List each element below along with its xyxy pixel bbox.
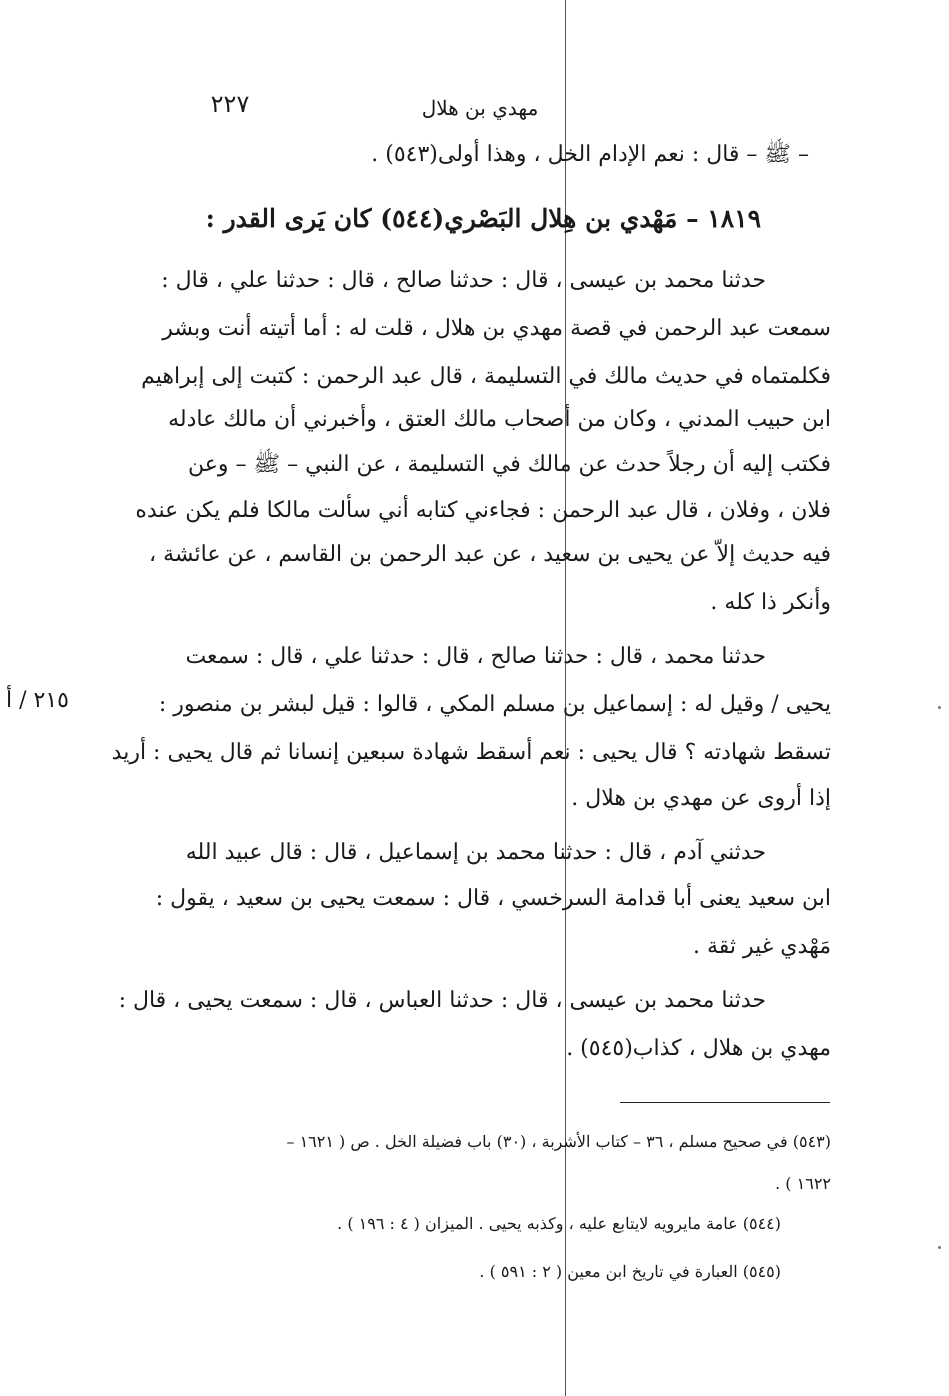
footnote-545: (٥٤٥) العبارة في تاريخ ابن معين ( ٢ : ٥٩١ ) .	[479, 1262, 781, 1281]
entry-heading: ١٨١٩ – مَهْدي بن هِلال البَصْري(٥٤٤) كان يَرى القدر :	[205, 204, 761, 233]
paragraph-1-line-4: ابن حبيب المدني ، وكان من أصحاب مالك العتق ، وأخبرني أن مالك عادله	[168, 407, 831, 432]
opening-line: – ﷺ – قال : نعم الإدام الخل ، وهذا أولى(٥٤٣) .	[371, 142, 809, 167]
paragraph-1-line-1: حدثنا محمد بن عيسى ، قال : حدثنا صالح ، قال : حدثنا علي ، قال :	[161, 268, 766, 293]
paragraph-1-line-6: فلان ، وفلان ، قال عبد الرحمن : فجاءني كتابه أني سألت مالكا فلم يكن عنده	[135, 498, 831, 523]
paragraph-2-line-1: حدثنا محمد ، قال : حدثنا صالح ، قال : حدثنا علي ، قال : سمعت	[185, 644, 766, 669]
paragraph-2-line-2: يحيى / وقيل له : إسماعيل بن مسلم المكي ، قالوا : قيل لبشر بن منصور :	[158, 692, 831, 717]
paragraph-1-line-3: فكلمتماه في حديث مالك في التسليمة ، قال عبد الرحمن : كتبت إلى إبراهيم	[141, 364, 831, 389]
paragraph-1-line-5: فكتب إليه أن رجلاً حدث عن مالك في التسليمة ، عن النبي – ﷺ – وعن	[188, 452, 831, 477]
paragraph-3-line-3: مَهْدي غير ثقة .	[693, 934, 831, 959]
paragraph-4-line-2: مهدي بن هلال ، كذاب(٥٤٥) .	[566, 1036, 831, 1061]
running-title: مهدي بن هلال	[421, 96, 539, 120]
paragraph-2-line-4: إذا أروى عن مهدي بن هلال .	[571, 786, 831, 811]
paragraph-1-line-8: وأنكر ذا كله .	[710, 590, 831, 615]
manuscript-folio-reference: ٢١٥ / أ	[6, 688, 69, 713]
paragraph-1-line-2: سمعت عبد الرحمن في قصة مهدي بن هلال ، قلت له : أما أتيته أنت وبشر	[162, 316, 831, 341]
scan-speck	[938, 1246, 941, 1249]
paragraph-2-line-3: تسقط شهادته ؟ قال يحيى : نعم أسقط شهادة سبعين إنسانا ثم قال يحيى : أريد	[111, 740, 831, 765]
scan-speck	[938, 706, 941, 709]
paragraph-3-line-1: حدثني آدم ، قال : حدثنا محمد بن إسماعيل ، قال : قال عبيد الله	[185, 840, 766, 865]
footnote-separator	[620, 1102, 830, 1103]
page-number: ٢٢٧	[210, 90, 250, 118]
footnote-544: (٥٤٤) عامة مايرويه لايتابع عليه ، وكذبه يحيى . الميزان ( ٤ : ١٩٦ ) .	[337, 1214, 781, 1233]
paragraph-3-line-2: ابن سعيد يعنى أبا قدامة السرخسي ، قال : سمعت يحيى بن سعيد ، يقول :	[155, 886, 831, 911]
footnote-543-line-2: ١٦٢٢ ) .	[775, 1174, 831, 1193]
paragraph-4-line-1: حدثنا محمد بن عيسى ، قال : حدثنا العباس ، قال : سمعت يحيى ، قال :	[118, 988, 766, 1013]
footnote-543-line-1: (٥٤٣) في صحيح مسلم ، ٣٦ – كتاب الأشربة ، (٣٠) باب فضيلة الخل . ص ( ١٦٢١ –	[286, 1132, 831, 1151]
paragraph-1-line-7: فيه حديث إلاّ عن يحيى بن سعيد ، عن عبد الرحمن بن القاسم ، عن عائشة ،	[149, 542, 831, 567]
